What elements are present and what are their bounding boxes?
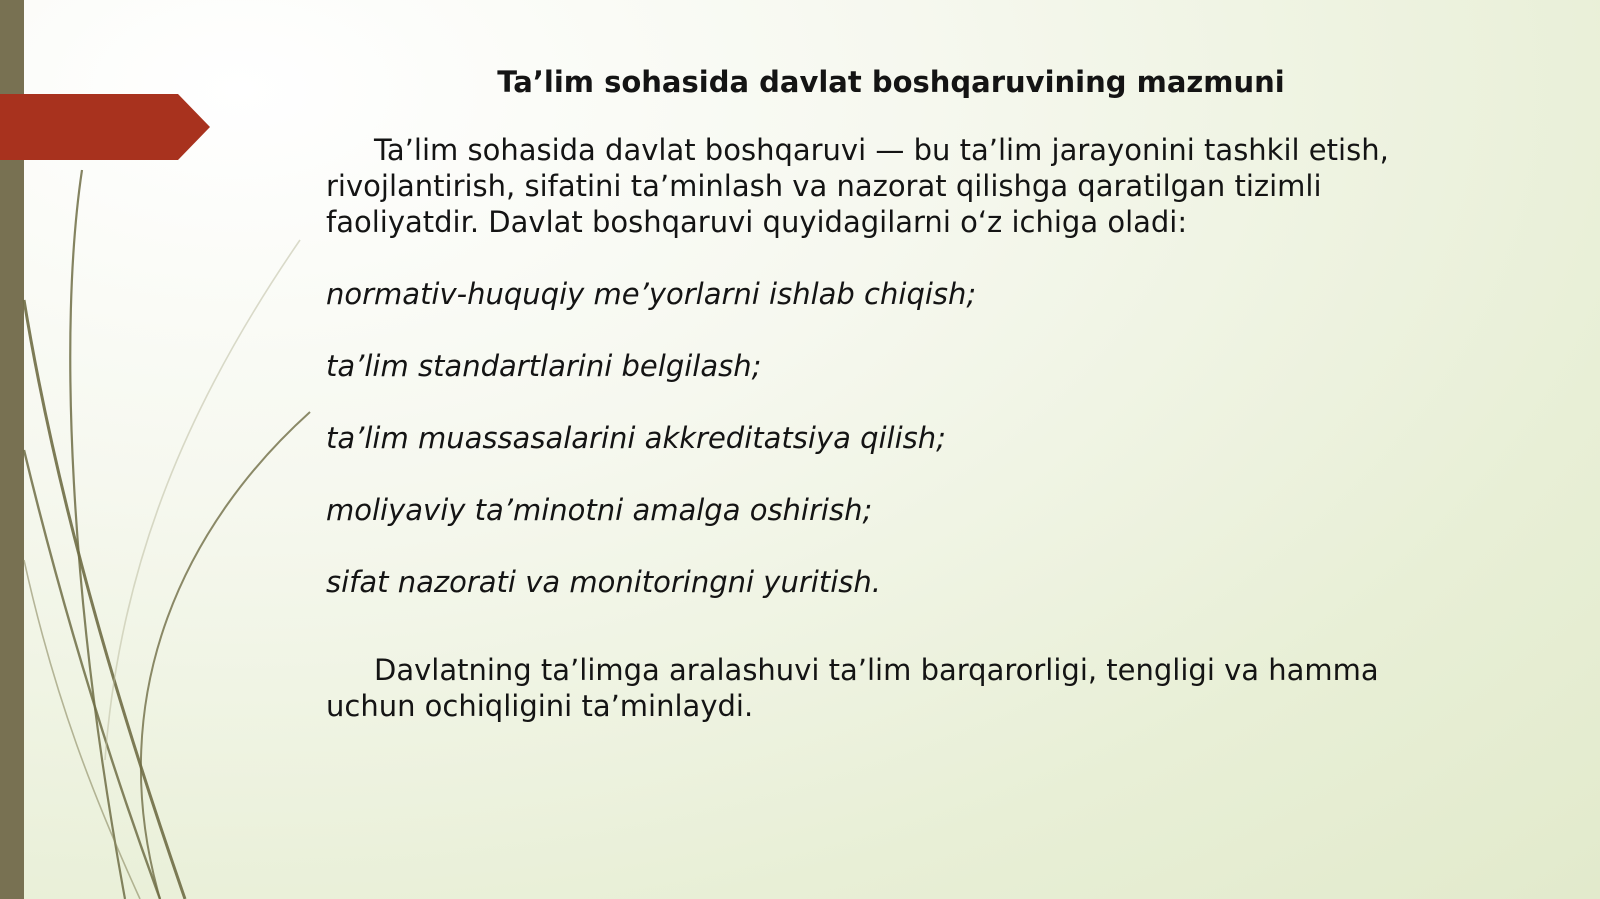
intro-paragraph: Ta’lim sohasida davlat boshqaruvi — bu ta’lim jarayonini tashkil etish, rivojlantirish, sifatini ta’minlash va nazorat qilishga qaratilgan tizimli faoliyatdir. Davlat boshqaruvi quyidagilarni o‘z ichiga oladi: (326, 133, 1389, 239)
duties-list (326, 276, 1456, 600)
list-item: ta’lim standartlarini belgilash; (326, 349, 762, 383)
red-arrow-tab (0, 94, 210, 160)
list-item: ta’lim muassasalarini akkreditatsiya qilish; (326, 421, 946, 455)
list-item: sifat nazorati va monitoringni yuritish. (326, 565, 881, 599)
list-item: moliyaviy ta’minotni amalga oshirish; (326, 493, 873, 527)
slide-title: Ta’lim sohasida davlat boshqaruvining mazmuni (497, 65, 1285, 99)
slide-content (326, 62, 1456, 724)
closing-paragraph: Davlatning ta’limga aralashuvi ta’lim barqarorligi, tengligi va hamma uchun ochiqligini ta’minlaydi. (326, 653, 1379, 723)
list-item: normativ-huquqiy me’yorlarni ishlab chiqish; (326, 277, 977, 311)
